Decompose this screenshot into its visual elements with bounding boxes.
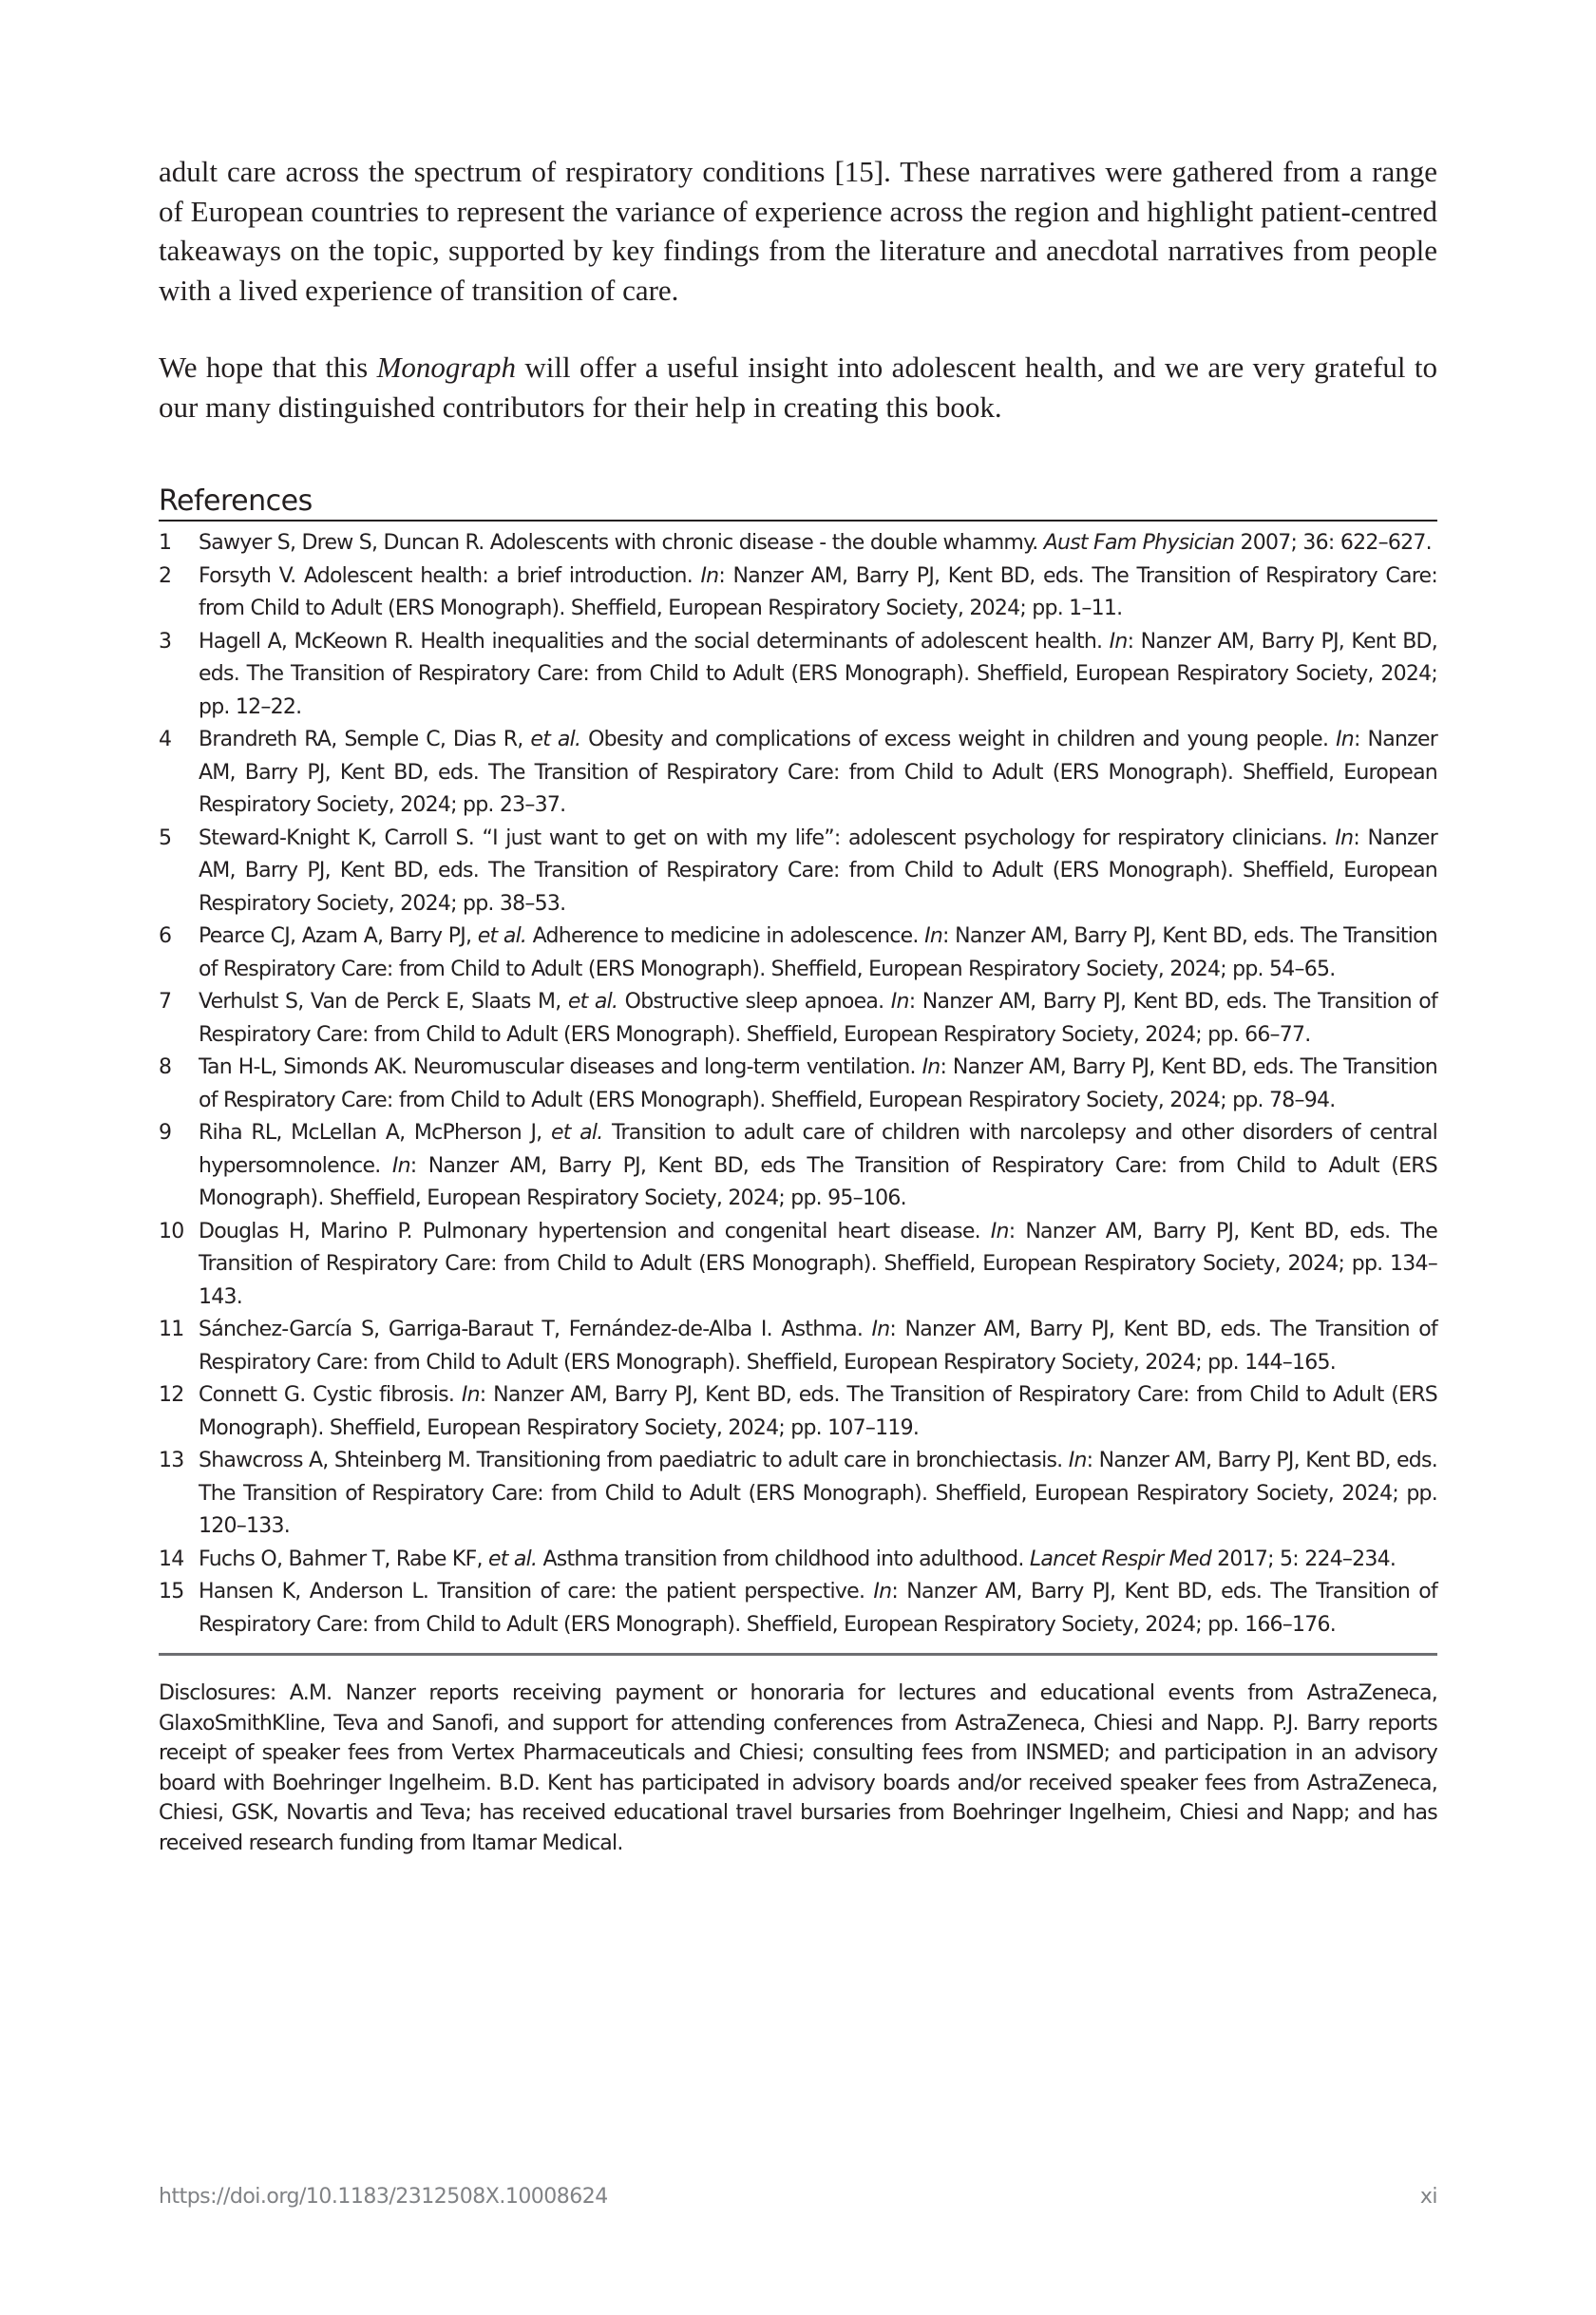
reference-italic-text: In (990, 1219, 1009, 1243)
reference-text: Sánchez-García S, Garriga-Baraut T, Fernández-de-Alba I. Asthma. (199, 1318, 872, 1341)
reference-number: 7 (159, 990, 172, 1014)
references-rule (159, 520, 1437, 522)
reference-text: : Nanzer AM, Barry PJ, Kent BD, eds. The Transition of Respiratory Care: from Child to Adult (ERS Monograph). Sheffield, European Respiratory Society, 2024; pp. 166–176. (199, 1580, 1437, 1637)
reference-text: Shawcross A, Shteinberg M. Transitioning from paediatric to adult care in bronchiectasis. (199, 1449, 1069, 1472)
reference-italic-text: et al. (477, 924, 527, 948)
reference-text: : Nanzer AM, Barry PJ, Kent BD, eds. The Transition of Respiratory Care: from Child to Adult (ERS Monograph). Sheffield, European Respiratory Society, 2024; pp. 144–165. (199, 1318, 1437, 1375)
reference-number: 9 (159, 1121, 172, 1145)
reference-number: 2 (159, 563, 172, 588)
reference-italic-text: In (700, 563, 719, 588)
reference-italic-text: In (1068, 1449, 1087, 1472)
reference-italic-text: In (924, 924, 943, 948)
page-number: xi (1419, 2185, 1437, 2209)
reference-italic-text: In (922, 1055, 940, 1079)
reference-item (159, 626, 1437, 725)
reference-text: Fuchs O, Bahmer T, Rabe KF, (199, 1546, 488, 1571)
reference-text: : Nanzer AM, Barry PJ, Kent BD, eds. The Transition of Respiratory Care: from Child to Adult (ERS Monograph). Sheffield, European Respiratory Society, 2024; pp. 78–94. (199, 1055, 1437, 1112)
reference-text: Transition to adult care of children with narcolepsy and other disorders of central hypersomnolence. (199, 1121, 1437, 1178)
reference-italic-text: In (873, 1580, 892, 1603)
disclosures-text: Disclosures: A.M. Nanzer reports receiving payment or honoraria for lectures and educational events from AstraZeneca, GlaxoSmithKline, Teva and Sanofi, and support for attending conferences from AstraZeneca, Chiesi and Napp. P.J. Barry reports receipt of speaker fees from Vertex Pharmaceuticals and Chiesi; consulting fees from INSMED; and participation in an advisory board with Boehringer Ingelheim. B.D. Kent has participated in advisory boards and/or received speaker fees from AstraZeneca, Chiesi, GSK, Novartis and Teva; has received educational travel bursaries from Boehringer Ingelheim, Chiesi and Napp; and has received research funding from Itamar Medical. (159, 1681, 1437, 1855)
reference-number: 13 (159, 1449, 184, 1472)
body-paragraph-2 (159, 348, 1437, 427)
reference-item (159, 1379, 1437, 1445)
reference-italic-text: Aust Fam Physician (1043, 531, 1235, 555)
reference-item (159, 527, 1437, 560)
reference-italic-text: et al. (530, 728, 581, 751)
reference-item (159, 986, 1437, 1052)
references-end-rule (159, 1653, 1437, 1656)
para2-text-after: will offer a useful insight into adolescent health, and we are very grateful to our many distinguished contributors for their help in creating this book. (159, 351, 1437, 424)
reference-text: Pearce CJ, Azam A, Barry PJ, (199, 924, 478, 948)
reference-italic-text: In (890, 990, 909, 1014)
reference-text: Tan H-L, Simonds AK. Neuromuscular diseases and long-term ventilation. (199, 1055, 922, 1079)
reference-number: 11 (159, 1318, 184, 1341)
reference-italic-text: In (871, 1318, 890, 1341)
reference-number: 10 (159, 1219, 184, 1243)
reference-text: : Nanzer AM, Barry PJ, Kent BD, eds. The Transition of Respiratory Care: from Child to Adult (ERS Monograph). Sheffield, European Respiratory Society, 2024; pp. 66–77. (199, 990, 1437, 1047)
reference-text: Obesity and complications of excess weight in children and young people. (580, 728, 1337, 751)
reference-item (159, 1544, 1437, 1577)
reference-item (159, 823, 1437, 921)
reference-italic-text: In (1336, 728, 1354, 751)
reference-item (159, 724, 1437, 823)
reference-number: 8 (159, 1055, 172, 1079)
reference-text: Obstructive sleep apnoea. (618, 990, 891, 1014)
reference-text: Hansen K, Anderson L. Transition of care: the patient perspective. (199, 1580, 874, 1603)
references-heading: References (159, 484, 313, 518)
para2-text-before: We hope that this (159, 351, 377, 384)
body-paragraph-1: adult care across the spectrum of respiratory conditions [15]. These narratives were gathered from a range of European countries to represent the variance of experience across the region and highlight patient-centred takeaways on the topic, supported by key findings from the literature and anecdotal narratives from people with a lived experience of transition of care. (159, 155, 1437, 307)
reference-number: 14 (159, 1546, 184, 1571)
reference-number: 5 (159, 825, 172, 850)
reference-italic-text: In (1109, 629, 1128, 654)
reference-italic-text: In (1335, 825, 1354, 850)
reference-number: 12 (159, 1383, 184, 1407)
reference-text: : Nanzer AM, Barry PJ, Kent BD, eds. The Transition of Respiratory Care: from Child to Adult (ERS Monograph). Sheffield, European Respiratory Society, 2024; pp. 120–133. (199, 1449, 1437, 1538)
reference-text: Douglas H, Marino P. Pulmonary hypertension and congenital heart disease. (199, 1219, 991, 1243)
monograph-emphasis: Monograph (376, 351, 516, 384)
reference-number: 3 (159, 629, 172, 654)
reference-item (159, 1445, 1437, 1544)
reference-text: : Nanzer AM, Barry PJ, Kent BD, eds The Transition of Respiratory Care: from Child to Adult (ERS Monograph). Sheffield, European Respiratory Society, 2024; pp. 95–106. (199, 1153, 1437, 1210)
doi-link[interactable]: https://doi.org/10.1183/2312508X.10008624 (159, 2185, 608, 2209)
reference-item (159, 1314, 1437, 1379)
reference-text: : Nanzer AM, Barry PJ, Kent BD, eds. The Transition of Respiratory Care: from Child to Adult (ERS Monograph). Sheffield, European Respiratory Society, 2024; pp. 54–65. (199, 924, 1437, 981)
reference-number: 15 (159, 1580, 184, 1603)
reference-text: Hagell A, McKeown R. Health inequalities and the social determinants of adolescent health. (199, 629, 1110, 654)
reference-text: Asthma transition from childhood into adulthood. (537, 1546, 1030, 1571)
reference-italic-text: In (461, 1383, 480, 1407)
reference-item (159, 1576, 1437, 1641)
reference-italic-text: et al. (550, 1121, 603, 1145)
reference-number: 4 (159, 728, 172, 751)
references-list (159, 527, 1437, 1641)
reference-text: Verhulst S, Van de Perck E, Slaats M, (199, 990, 568, 1014)
reference-italic-text: et al. (487, 1546, 538, 1571)
reference-text: Adherence to medicine in adolescence. (526, 924, 925, 948)
reference-text: 2017; 5: 224–234. (1210, 1546, 1396, 1571)
reference-italic-text: In (391, 1153, 410, 1178)
reference-item (159, 1117, 1437, 1216)
reference-text: : Nanzer AM, Barry PJ, Kent BD, eds. The Transition of Respiratory Care: from Child to Adult (ERS Monograph). Sheffield, European Respiratory Society, 2024; pp. 12–22. (199, 629, 1437, 719)
reference-number: 6 (159, 924, 172, 948)
reference-item (159, 1052, 1437, 1117)
reference-number: 1 (159, 531, 172, 555)
reference-text: : Nanzer AM, Barry PJ, Kent BD, eds. The Transition of Respiratory Care: from Child to Adult (ERS Monograph). Sheffield, European Respiratory Society, 2024; pp. 107–119. (199, 1383, 1438, 1440)
page-content (159, 152, 1437, 1858)
reference-italic-text: et al. (567, 990, 618, 1014)
reference-item (159, 1216, 1437, 1315)
reference-text: Forsyth V. Adolescent health: a brief introduction. (199, 563, 701, 588)
reference-text: Riha RL, McLellan A, McPherson J, (199, 1121, 551, 1145)
reference-text: Sawyer S, Drew S, Duncan R. Adolescents with chronic disease - the double whammy. (199, 531, 1044, 555)
reference-text: Steward-Knight K, Carroll S. “I just want to get on with my life”: adolescent psychology for respiratory clinicians. (199, 825, 1336, 850)
reference-text: : Nanzer AM, Barry PJ, Kent BD, eds. The Transition of Respiratory Care: from Child to Adult (ERS Monograph). Sheffield, European Respiratory Society, 2024; pp. 1–11. (199, 563, 1437, 620)
reference-text: Brandreth RA, Semple C, Dias R, (199, 728, 531, 751)
reference-item (159, 560, 1437, 626)
reference-text: : Nanzer AM, Barry PJ, Kent BD, eds. The Transition of Respiratory Care: from Child to Adult (ERS Monograph). Sheffield, European Respiratory Society, 2024; pp. 23–37. (199, 728, 1438, 817)
reference-text: : Nanzer AM, Barry PJ, Kent BD, eds. The Transition of Respiratory Care: from Child to Adult (ERS Monograph). Sheffield, European Respiratory Society, 2024; pp. 134–143. (199, 1219, 1437, 1309)
reference-text: : Nanzer AM, Barry PJ, Kent BD, eds. The Transition of Respiratory Care: from Child to Adult (ERS Monograph). Sheffield, European Respiratory Society, 2024; pp. 38–53. (199, 825, 1437, 916)
reference-text: Connett G. Cystic fibrosis. (199, 1383, 462, 1407)
reference-text: 2007; 36: 622–627. (1234, 531, 1432, 555)
reference-item (159, 920, 1437, 986)
reference-italic-text: Lancet Respir Med (1029, 1546, 1211, 1571)
